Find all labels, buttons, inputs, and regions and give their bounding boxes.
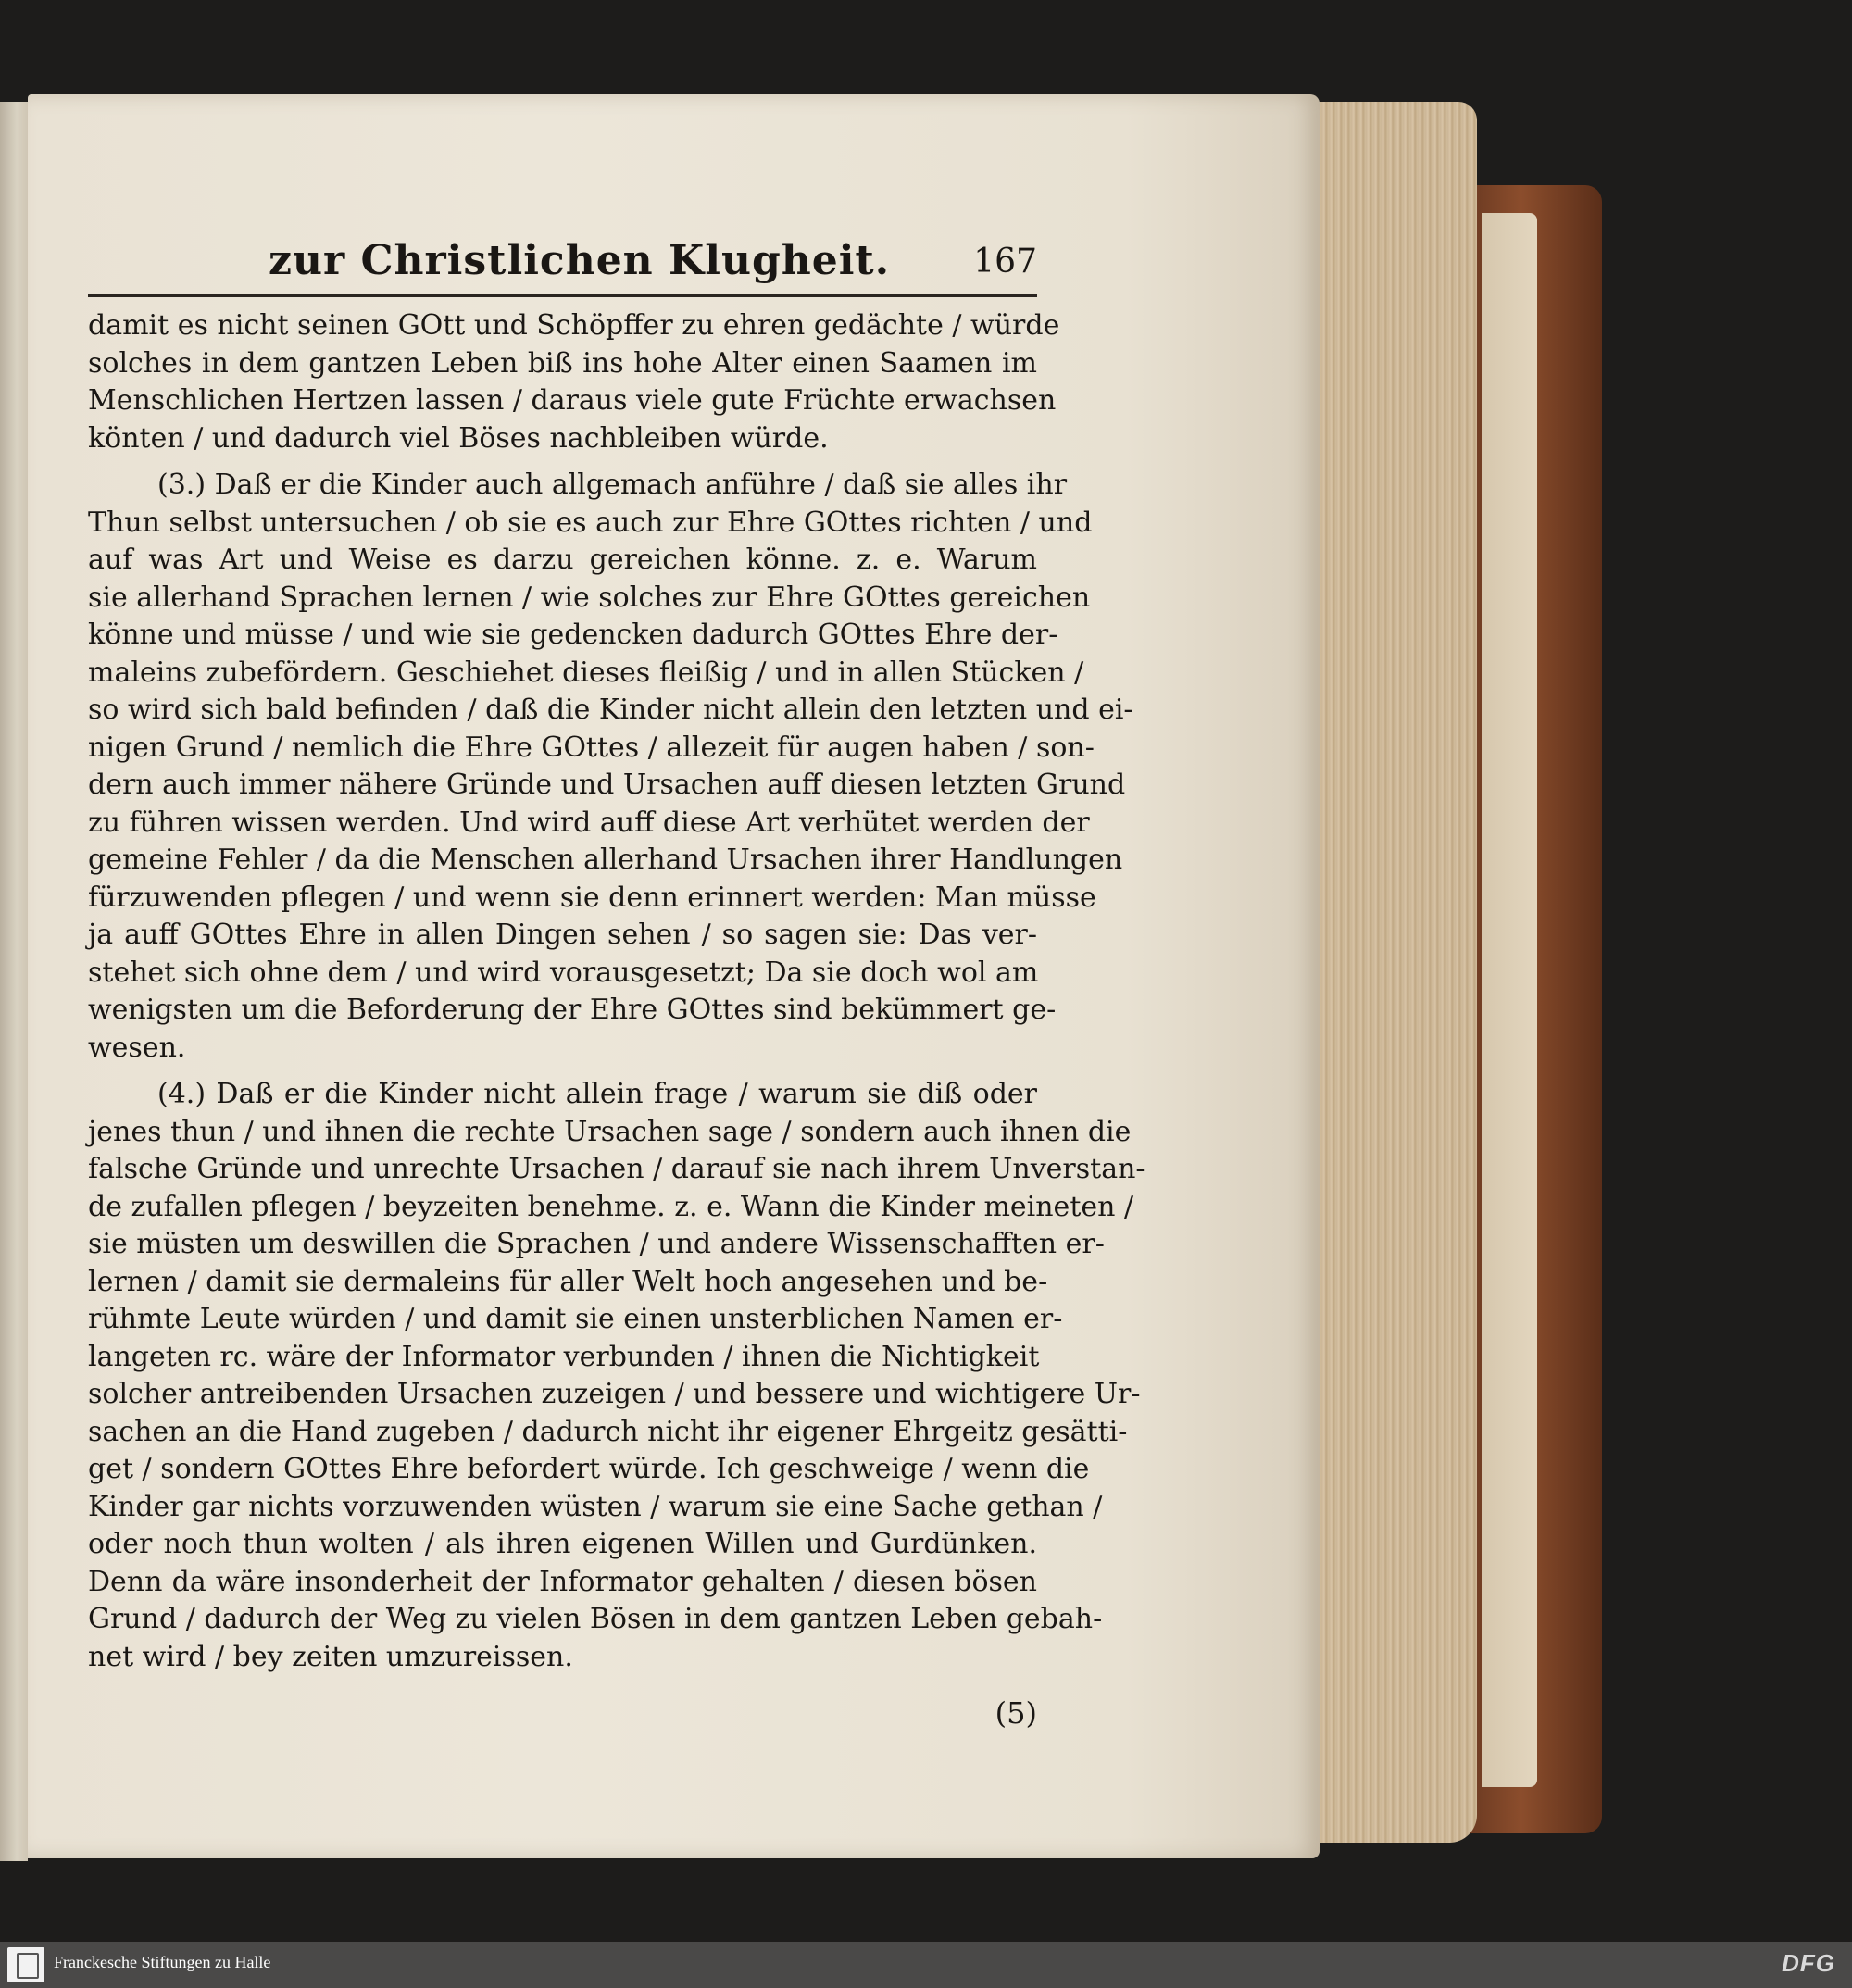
text-line: jenes thun / und ihnen die rechte Ursachen sage / sondern auch ihnen die (88, 1115, 1132, 1148)
text-line: dern auch immer nähere Gründe und Ursachen auff diesen letzten Grund (88, 769, 1126, 801)
text-line: solcher antreibenden Ursachen zuzeigen / und bessere und wichtigere Ur- (88, 1378, 1141, 1410)
text-line: wenigsten um die Beforderung der Ehre GOttes sind bekümmert ge- (88, 994, 1057, 1026)
text-line: nigen Grund / nemlich die Ehre GOttes / allezeit für augen haben / son- (88, 731, 1095, 764)
page-header (88, 230, 1037, 294)
text-line: de zufallen pflegen / beyzeiten benehme. z. e. Wann die Kinder meineten / (88, 1190, 1134, 1223)
text-line: stehet sich ohne dem / und wird vorausgesetzt; Da sie doch wol am (88, 956, 1039, 989)
text-line: maleins zubefördern. Geschiehet dieses fleißig / und in allen Stücken / (88, 656, 1084, 689)
text-line: langeten rc. wäre der Informator verbunden / ihnen die Nichtigkeit (88, 1340, 1040, 1373)
header-rule (88, 294, 1037, 297)
text-line: damit es nicht seinen GOtt und Schöpffer zu ehren gedächte / würde (88, 309, 1060, 342)
text-line: Thun selbst untersuchen / ob sie es auch zur Ehre GOttes richten / und (88, 506, 1093, 539)
text-line: gemeine Fehler / da die Menschen allerhand Ursachen ihrer Handlungen (88, 844, 1123, 876)
text-line: sie allerhand Sprachen lernen / wie solches zur Ehre GOttes gereichen (88, 581, 1091, 614)
previous-page-edge (0, 102, 28, 1861)
text-line: wesen. (88, 1031, 186, 1064)
text-line: zu führen wissen werden. Und wird auff diese Art verhütet werden der (88, 806, 1090, 839)
text-line: (3.) Daß er die Kinder auch allgemach anführe / daß sie alles ihr (157, 469, 1068, 501)
text-line: sachen an die Hand zugeben / dadurch nicht ihr eigener Ehrgeitz gesätti- (88, 1415, 1128, 1448)
viewer-footer (0, 1942, 1852, 1988)
text-line: (4.) Daß er die Kinder nicht allein frage / warum sie diß oder (157, 1078, 1037, 1110)
text-line: sie müsten um deswillen die Sprachen / und andere Wissenschafften er- (88, 1228, 1105, 1260)
text-line: so wird sich bald befinden / daß die Kinder nicht allein den letzten und ei- (88, 694, 1133, 726)
text-line: oder noch thun wolten / als ihren eigenen Willen und Gurdünken. (88, 1528, 1037, 1560)
text-line: Denn da wäre insonderheit der Informator gehalten / diesen bösen (88, 1565, 1037, 1598)
dfg-logo[interactable]: DFG (1782, 1949, 1835, 1977)
page-number: 167 (973, 243, 1037, 281)
text-line: Menschlichen Hertzen lassen / daraus viele gute Früchte erwachsen (88, 384, 1057, 417)
text-line: rühmte Leute würden / und damit sie einen unsterblichen Namen er- (88, 1303, 1063, 1335)
institution-label[interactable]: Franckesche Stiftungen zu Halle (54, 1953, 271, 1971)
cover-endpaper (1482, 213, 1537, 1787)
text-line: Kinder gar nichts vorzuwenden wüsten / warum sie eine Sache gethan / (88, 1490, 1103, 1523)
text-line: könten / und dadurch viel Böses nachbleiben würde. (88, 421, 829, 455)
text-line: falsche Gründe und unrechte Ursachen / darauf sie nach ihrem Unverstan- (88, 1153, 1145, 1185)
text-line: auf was Art und Weise es darzu gereichen könne. z. e. Warum (88, 544, 1037, 576)
text-line: get / sondern GOttes Ehre befordert würde. Ich geschweige / wenn die (88, 1453, 1090, 1485)
body-text (88, 307, 1145, 1731)
running-title: zur Christlichen Klugheit. (269, 237, 891, 284)
institution-logo-icon[interactable] (7, 1947, 44, 1982)
text-line: solches in dem gantzen Leben biß ins hohe Alter einen Saamen im (88, 346, 1037, 380)
text-line: fürzuwenden pflegen / und wenn sie denn erinnert werden: Man müsse (88, 881, 1096, 914)
text-line: Grund / dadurch der Weg zu vielen Bösen in dem gantzen Leben gebah- (88, 1603, 1103, 1635)
text-line: könne und müsse / und wie sie gedencken dadurch GOttes Ehre der- (88, 619, 1058, 651)
page-stack (1292, 102, 1477, 1843)
text-line: ja auff GOttes Ehre in allen Dingen sehen / so sagen sie: Das ver- (88, 919, 1037, 951)
text-line: net wird / bey zeiten umzureissen. (88, 1640, 573, 1673)
text-line: lernen / damit sie dermaleins für aller Welt hoch angesehen und be- (88, 1265, 1048, 1298)
catchword: (5) (995, 1694, 1037, 1731)
